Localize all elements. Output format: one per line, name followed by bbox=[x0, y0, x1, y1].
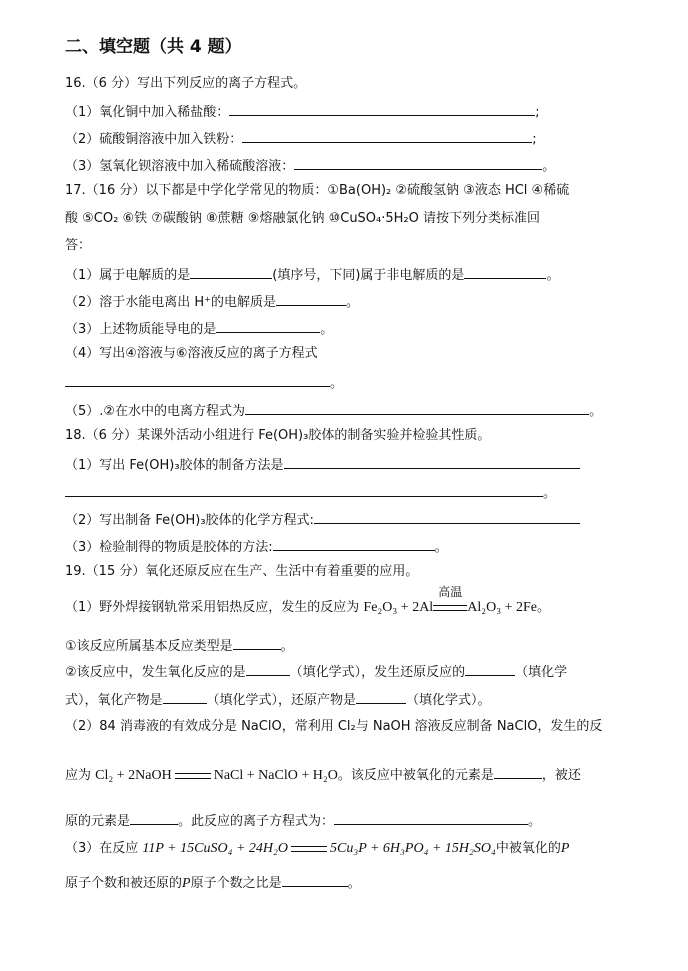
q18-part3: （3）检验制得的物质是胶体的方法: 。 bbox=[65, 537, 448, 556]
answer-blank[interactable] bbox=[314, 510, 580, 524]
answer-blank[interactable] bbox=[282, 873, 348, 887]
answer-blank[interactable] bbox=[464, 265, 546, 279]
phosphorus-equation: 11P + 15CuSO₄ + 24H₂O 5Cu₃P + 6H₃PO₄ + 15H₂SO₄ bbox=[142, 841, 496, 856]
answer-blank[interactable] bbox=[65, 483, 543, 497]
q16-part1: （1）氧化铜中加入稀盐酸： ; bbox=[65, 102, 540, 121]
q17-part4-answer: 。 bbox=[65, 373, 343, 392]
q16-part3: （3）氢氧化钡溶液中加入稀硫酸溶液： 。 bbox=[65, 156, 555, 175]
q16-stem: 16.（6 分）写出下列反应的离子方程式。 bbox=[65, 76, 307, 91]
q18-part2: （2）写出制备 Fe(OH)₃胶体的化学方程式: bbox=[65, 510, 580, 529]
answer-blank[interactable] bbox=[130, 811, 178, 825]
answer-blank[interactable] bbox=[294, 156, 542, 170]
q17-part2: （2）溶于水能电离出 H⁺的电解质是 。 bbox=[65, 292, 359, 311]
section-title: 二、填空题（共 4 题） bbox=[65, 37, 242, 57]
answer-blank[interactable] bbox=[190, 265, 272, 279]
answer-blank[interactable] bbox=[233, 636, 281, 650]
thermite-equation: Fe₂O₃ + 2Al 高温 Al₂O₃ + 2Fe bbox=[363, 585, 537, 615]
q17-part3: （3）上述物质能导电的是 。 bbox=[65, 319, 333, 338]
q19-part2-line2: 应为 Cl₂ + 2NaOH NaCl + NaClO + H₂O。该反应中被氧化的元素是 ，被还 bbox=[65, 765, 581, 784]
q17-part4: （4）写出④溶液与⑥溶液反应的离子方程式 bbox=[65, 346, 318, 361]
answer-blank[interactable] bbox=[334, 811, 528, 825]
answer-blank[interactable] bbox=[229, 102, 535, 116]
answer-blank[interactable] bbox=[245, 401, 589, 415]
q18-part1: （1）写出 Fe(OH)₃胶体的制备方法是 bbox=[65, 455, 580, 474]
answer-blank[interactable] bbox=[216, 319, 320, 333]
q19-sub2: ②该反应中，发生氧化反应的是 （填化学式），发生还原反应的 （填化学 bbox=[65, 662, 567, 681]
q19-part2-line1: （2）84 消毒液的有效成分是 NaClO，常利用 Cl₂与 NaOH 溶液反应制备 NaClO，发生的反 bbox=[65, 719, 603, 734]
q17-stem-line2: 酸 ⑤CO₂ ⑥铁 ⑦碳酸钠 ⑧蔗糖 ⑨熔融氯化钠 ⑩CuSO₄·5H₂O 请按下列分类标准回 bbox=[65, 211, 541, 226]
q17-stem-line1: 17.（16 分）以下都是中学化学常见的物质：①Ba(OH)₂ ②硫酸氢钠 ③液态 HCl ④稀硫 bbox=[65, 183, 570, 198]
q19-sub1: ①该反应所属基本反应类型是 。 bbox=[65, 636, 294, 655]
answer-blank[interactable] bbox=[494, 765, 542, 779]
answer-blank[interactable] bbox=[356, 690, 406, 704]
q17-part5: （5）.②在水中的电离方程式为 。 bbox=[65, 401, 602, 420]
q18-stem: 18.（6 分）某课外活动小组进行 Fe(OH)₃胶体的制备实验并检验其性质。 bbox=[65, 428, 491, 443]
q19-part2-line3: 原的元素是 。此反应的离子方程式为： 。 bbox=[65, 811, 541, 830]
answer-blank[interactable] bbox=[65, 373, 330, 387]
q19-part3-line1: （3）在反应 11P + 15CuSO₄ + 24H₂O 5Cu₃P + 6H₃PO₄ + 15H₂SO₄中被氧化的P bbox=[65, 841, 570, 856]
q19-sub3: 式），氧化产物是 （填化学式），还原产物是 （填化学式）。 bbox=[65, 690, 491, 709]
answer-blank[interactable] bbox=[163, 690, 207, 704]
answer-blank[interactable] bbox=[242, 129, 532, 143]
answer-blank[interactable] bbox=[246, 662, 290, 676]
q19-part1: （1）野外焊接钢轨常采用铝热反应，发生的反应为 Fe₂O₃ + 2Al 高温 Al₂O₃ + 2Fe。 bbox=[65, 585, 550, 615]
q17-part1: （1）属于电解质的是 (填序号，下同)属于非电解质的是 。 bbox=[65, 265, 559, 284]
answer-blank[interactable] bbox=[273, 537, 435, 551]
q16-part2: （2）硫酸铜溶液中加入铁粉： ; bbox=[65, 129, 537, 148]
answer-blank[interactable] bbox=[276, 292, 346, 306]
q19-stem: 19.（15 分）氧化还原反应在生产、生活中有着重要的应用。 bbox=[65, 564, 419, 579]
chlorine-naoh-equation: Cl₂ + 2NaOH NaCl + NaClO + H₂O bbox=[95, 768, 338, 783]
q18-part1-answer: 。 bbox=[65, 483, 556, 502]
q19-part3-line2: 原子个数和被还原的P原子个数之比是 。 bbox=[65, 873, 361, 892]
answer-blank[interactable] bbox=[284, 455, 580, 469]
q17-stem-line3: 答： bbox=[65, 238, 92, 253]
reaction-condition: 高温 bbox=[433, 600, 467, 616]
answer-blank[interactable] bbox=[465, 662, 515, 676]
